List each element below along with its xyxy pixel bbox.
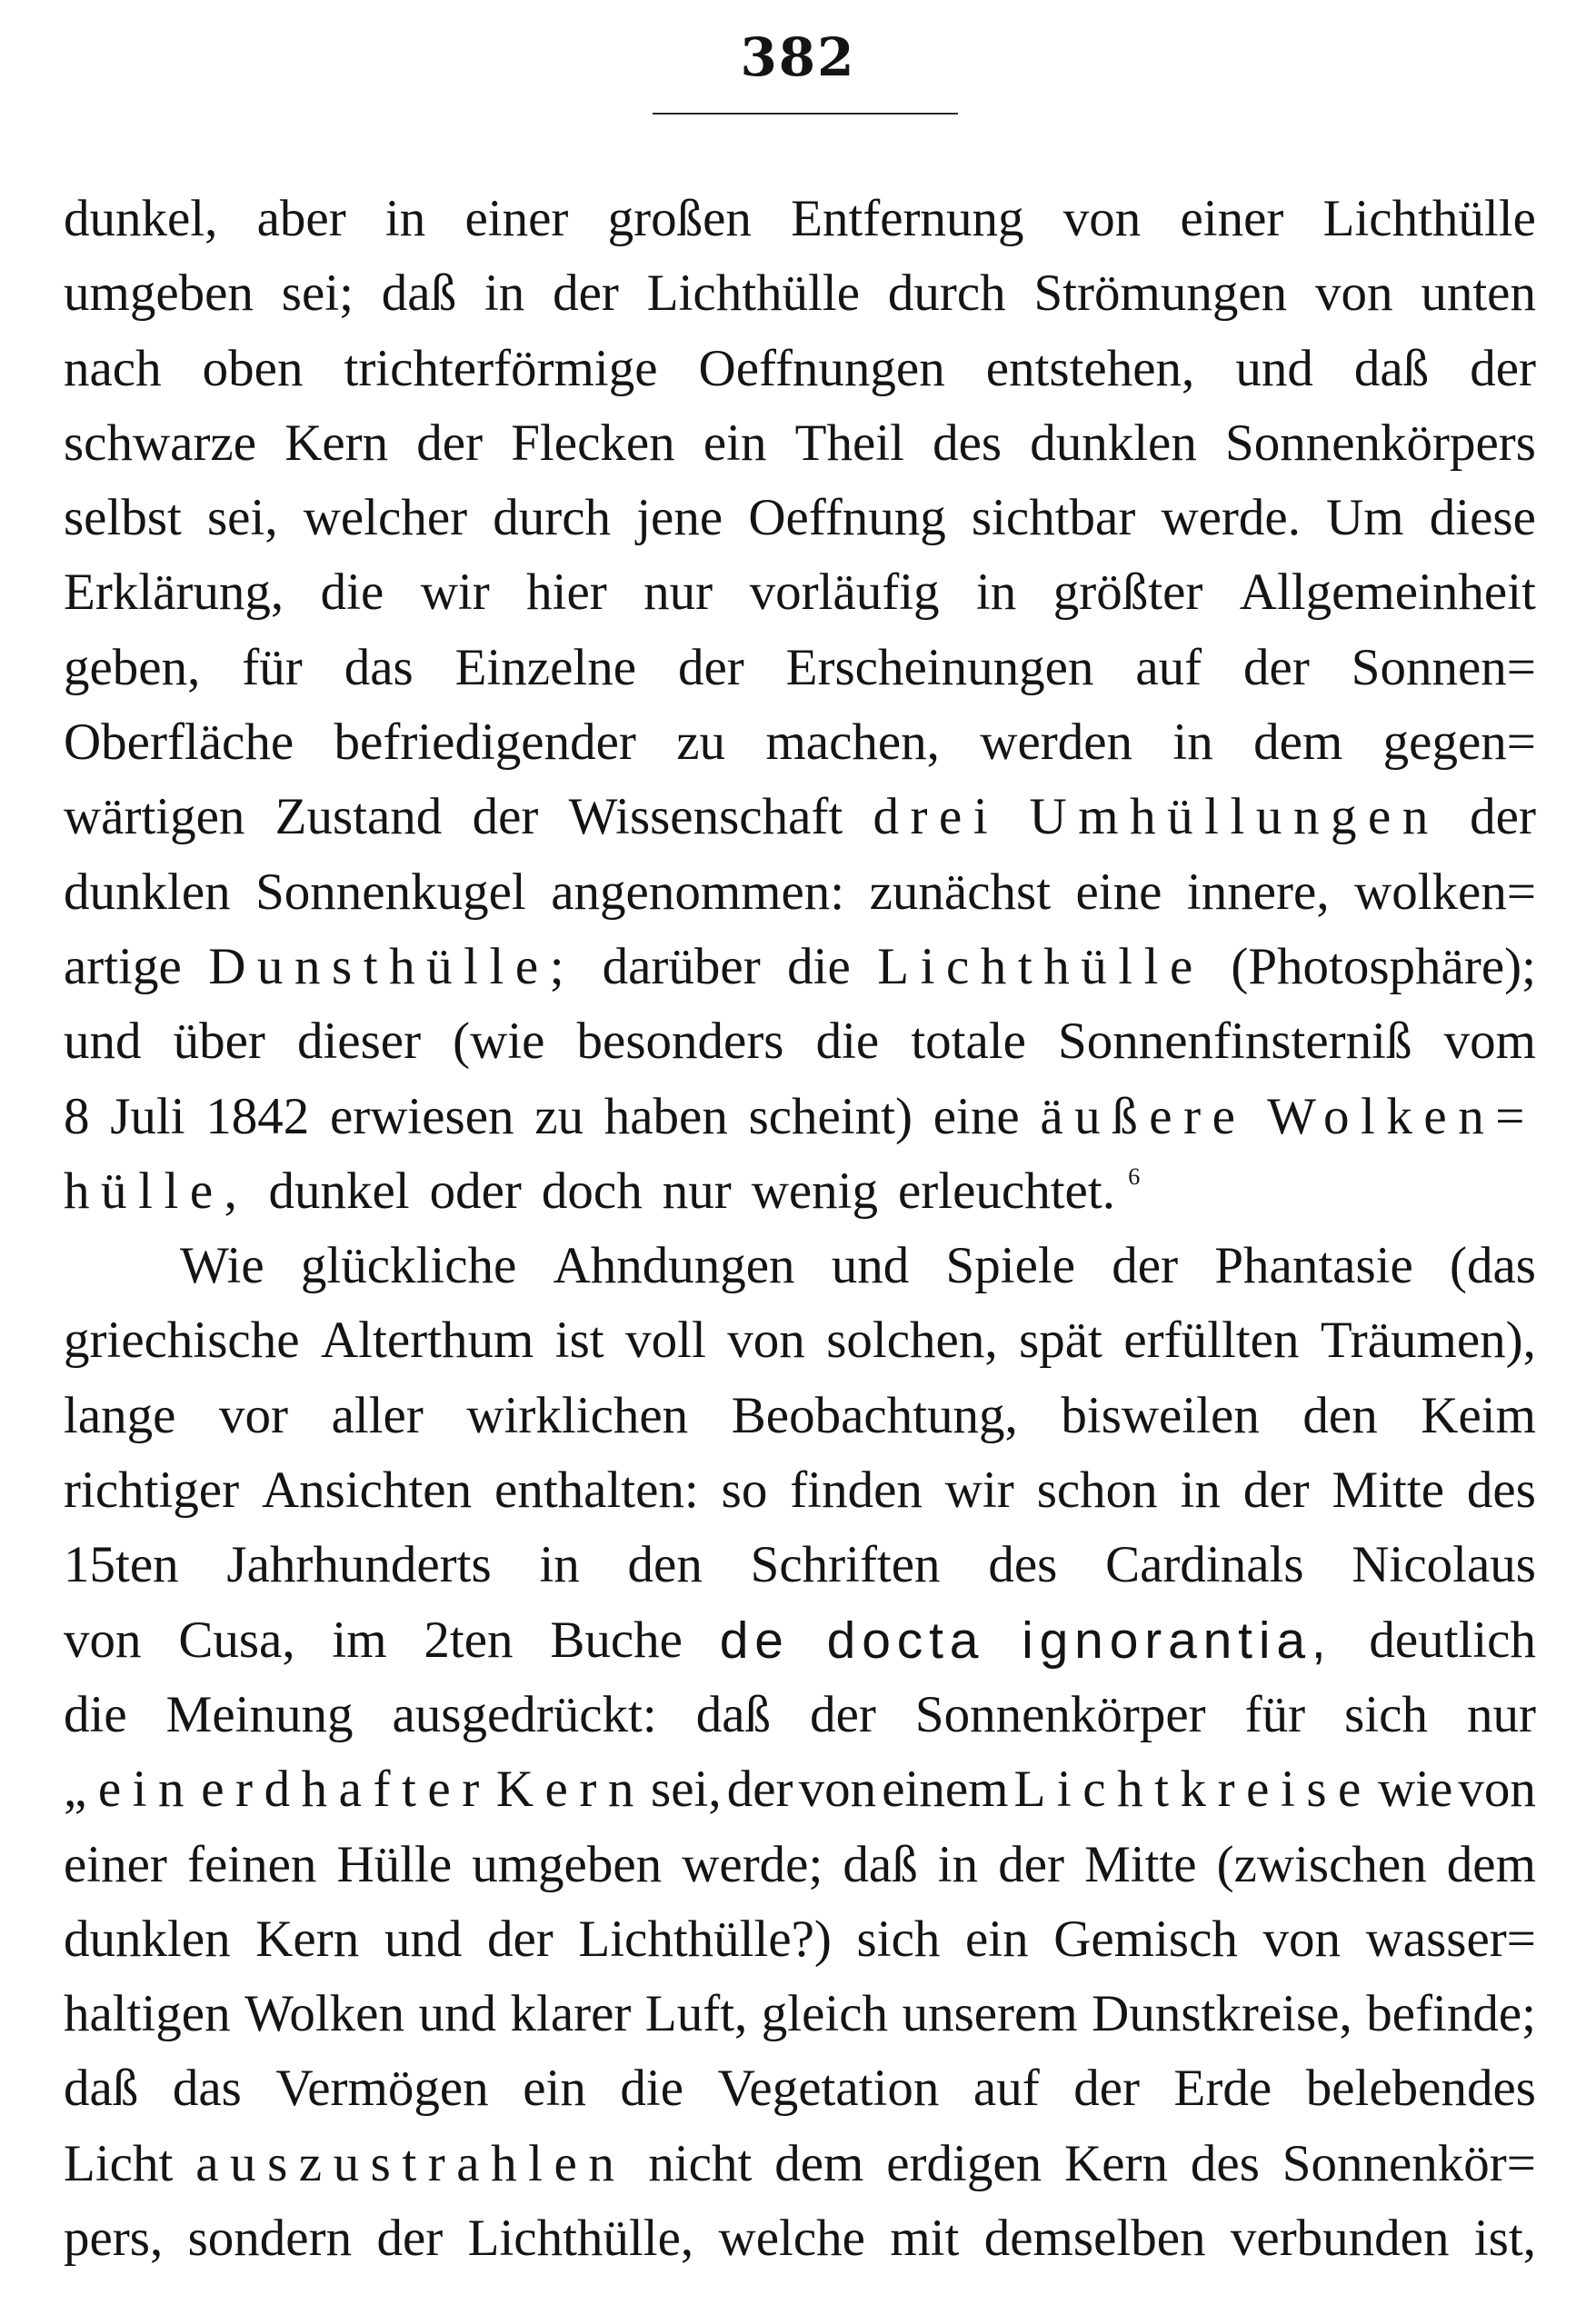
word: nur — [662, 1162, 732, 1220]
word: Lichthülle?) — [578, 1910, 832, 1968]
word: für — [242, 638, 303, 696]
word: unten — [1421, 264, 1536, 323]
word: gleich — [761, 1985, 889, 2043]
word: selbst — [64, 489, 182, 547]
text-line — [64, 1303, 1536, 1378]
word: nur — [643, 564, 713, 622]
word: richtiger — [64, 1462, 240, 1520]
word: zu — [534, 1087, 584, 1145]
word: Lichthülle, — [467, 2210, 694, 2268]
word: welche — [718, 2210, 865, 2268]
word: auszustrahlen — [195, 2134, 626, 2192]
word: mit — [890, 2210, 960, 2268]
word: das — [172, 2060, 242, 2118]
word: in — [1172, 713, 1213, 772]
word: befinde; — [1366, 1985, 1536, 2043]
word: glückliche — [300, 1237, 517, 1295]
word: belebendes — [1305, 2060, 1536, 2118]
word: ist — [554, 1312, 604, 1370]
word: (zwischen — [1216, 1835, 1427, 1893]
text-line — [64, 1977, 1536, 2051]
word: Lichthülle — [646, 264, 861, 323]
word: und — [418, 1985, 496, 2043]
word: (wie — [453, 1013, 545, 1071]
word: größter — [1052, 564, 1203, 622]
word: Zustand — [274, 788, 443, 846]
text-line — [64, 555, 1536, 630]
word: Gemisch — [1053, 1910, 1238, 1968]
word: Dunsthülle; — [208, 937, 576, 995]
body-text — [64, 182, 1536, 2276]
word: Jahrhunderts — [226, 1536, 492, 1594]
word: welcher — [303, 489, 468, 547]
word: äußere — [1040, 1087, 1247, 1145]
word: der — [810, 1685, 876, 1743]
text-line — [64, 332, 1536, 406]
word: dem — [774, 2134, 864, 2192]
word: dunklen — [64, 1910, 231, 1968]
word: dem — [1253, 713, 1343, 772]
word: unserem — [902, 1985, 1078, 2043]
word: wenig — [751, 1162, 878, 1220]
word: bisweilen — [1061, 1386, 1260, 1444]
word: des — [933, 414, 1002, 472]
word: ein — [703, 414, 767, 472]
word: (das — [1450, 1237, 1536, 1295]
word: daß — [381, 264, 457, 323]
word: und — [1235, 339, 1313, 397]
word: Strömungen — [1033, 264, 1288, 323]
word: der — [1073, 2060, 1140, 2118]
word: enthalten: — [494, 1462, 699, 1520]
text-line — [64, 1379, 1536, 1453]
text-line — [64, 1080, 1536, 1154]
word: Juli — [110, 1087, 185, 1145]
text-line — [64, 1004, 1536, 1079]
word: gegen= — [1382, 713, 1536, 772]
word: Alterthum — [321, 1312, 534, 1370]
word: sich — [856, 1910, 941, 1968]
word: lange — [64, 1386, 176, 1444]
word: scheint) — [748, 1087, 913, 1145]
word: auf — [973, 2060, 1040, 2118]
word: von — [64, 1611, 142, 1669]
word: der — [1242, 1462, 1310, 1520]
word: Einzelne — [454, 638, 637, 696]
word: so — [721, 1462, 768, 1520]
word: Oeffnung — [748, 489, 946, 547]
word: einer — [64, 1835, 167, 1893]
word: dem — [1446, 1835, 1536, 1893]
word: werden — [980, 713, 1133, 772]
word: sichtbar — [971, 489, 1136, 547]
text-line — [64, 1229, 1536, 1303]
word: aber — [256, 190, 346, 247]
word: Wolken= — [1267, 1087, 1536, 1145]
word: Sonnenkörpers — [1225, 414, 1536, 472]
word: Kern — [1064, 2134, 1168, 2192]
word: Träumen), — [1320, 1312, 1536, 1370]
text-line — [64, 406, 1536, 481]
word: wie — [1378, 1761, 1453, 1819]
word: erfüllten — [1123, 1312, 1300, 1370]
word: trichterförmige — [344, 339, 658, 397]
word: durch — [493, 489, 612, 547]
word: Dunstkreise, — [1092, 1985, 1352, 2043]
word: von — [1458, 1761, 1536, 1819]
word: ein — [523, 2060, 586, 2118]
footnote-marker: 6 — [1128, 1162, 1141, 1190]
word: und — [831, 1237, 910, 1295]
word: die — [620, 2060, 684, 2118]
word: für — [1244, 1685, 1306, 1743]
word: Mitte — [1084, 1835, 1197, 1893]
word: feinen — [187, 1835, 317, 1893]
word: in — [539, 1536, 580, 1594]
word: wir — [420, 564, 490, 622]
word: der — [553, 264, 619, 323]
word: Beobachtung, — [731, 1386, 1018, 1444]
word: Keim — [1421, 1386, 1536, 1444]
text-line — [64, 780, 1536, 854]
word: von — [798, 1761, 877, 1819]
word: vor — [219, 1386, 288, 1444]
word: Vegetation — [717, 2060, 940, 2118]
text-line — [64, 855, 1536, 930]
word: von — [1314, 264, 1393, 323]
word: der — [416, 414, 484, 472]
word: Mitte — [1332, 1462, 1445, 1520]
word: dunklen — [64, 863, 231, 921]
word: sei; — [281, 264, 354, 323]
word: die — [320, 564, 384, 622]
word: von — [1062, 190, 1142, 247]
word: diese — [1429, 489, 1536, 547]
word: nur — [1466, 1685, 1536, 1743]
word: hülle, — [64, 1162, 249, 1220]
text-line — [64, 1752, 1536, 1827]
word: deutlich — [1369, 1611, 1536, 1669]
word: Flecken — [511, 414, 675, 472]
word: Umhüllungen — [1029, 788, 1440, 846]
word: 15ten — [64, 1536, 179, 1594]
word: Lichthülle — [877, 937, 1204, 995]
word: der — [998, 1835, 1064, 1893]
word: spät — [1019, 1312, 1102, 1370]
header-rule — [653, 113, 958, 115]
word: schwarze — [64, 414, 257, 472]
word: haben — [603, 1087, 728, 1145]
word: Lichtkreise — [1013, 1761, 1372, 1819]
page-number: 382 — [740, 26, 856, 88]
word: zu — [676, 713, 726, 772]
word: Hülle — [336, 1835, 453, 1893]
word: darüber — [602, 937, 761, 995]
word: Erklärung, — [64, 564, 284, 622]
word: besonders — [576, 1013, 784, 1071]
text-line — [64, 1678, 1536, 1752]
word: Spiele — [945, 1237, 1076, 1295]
word: einer — [464, 190, 569, 247]
text-line — [64, 182, 1536, 256]
text-line — [64, 1154, 1536, 1229]
word: totale — [911, 1013, 1026, 1071]
word: sei, — [651, 1761, 722, 1819]
word: eine — [1075, 863, 1162, 921]
word: Buche — [550, 1611, 683, 1669]
word: ignorantia, — [1022, 1611, 1332, 1670]
word: Sonnenkugel — [255, 863, 526, 921]
word: Kern — [495, 1761, 645, 1819]
text-line — [64, 631, 1536, 705]
word: erdhafter — [201, 1761, 491, 1819]
word: Entfernung — [791, 190, 1024, 247]
word: dunkel — [268, 1162, 410, 1220]
word: über — [173, 1013, 265, 1071]
word: erdigen — [886, 2134, 1042, 2192]
word: jene — [636, 489, 723, 547]
word: befriedigender — [334, 713, 636, 772]
word: des — [988, 1536, 1058, 1594]
word: daß — [64, 2060, 139, 2118]
word: daß — [843, 1835, 918, 1893]
word: ist, — [1473, 2210, 1536, 2268]
word: Allgemeinheit — [1239, 564, 1536, 622]
word: der — [1470, 339, 1536, 397]
word: Sonnen= — [1351, 638, 1536, 696]
word: geben, — [64, 638, 201, 696]
word: hier — [526, 564, 607, 622]
word: wir — [944, 1462, 1014, 1520]
text-line — [64, 256, 1536, 331]
word: artige — [64, 937, 182, 995]
word: doch — [541, 1162, 643, 1220]
word: Oberfläche — [64, 713, 294, 772]
word: Licht — [64, 2134, 174, 2192]
word: umgeben — [64, 264, 254, 323]
word: Erscheinungen — [785, 638, 1094, 696]
word: Erde — [1173, 2060, 1272, 2118]
word: wasser= — [1365, 1910, 1536, 1968]
word: machen, — [765, 713, 940, 772]
word: der — [677, 638, 744, 696]
word: Cusa, — [178, 1611, 295, 1669]
word: verbunden — [1230, 2210, 1450, 2268]
word: werde; — [682, 1835, 823, 1893]
word: Sonnenkörper — [914, 1685, 1206, 1743]
word: Theil — [794, 414, 904, 472]
word: einem — [882, 1761, 1009, 1819]
word: solchen, — [826, 1312, 998, 1370]
word: Schriften — [750, 1536, 941, 1594]
word: 8 — [64, 1087, 90, 1145]
word: Kern — [284, 414, 389, 472]
word: die — [64, 1685, 127, 1743]
word: 2ten — [424, 1611, 514, 1669]
word: werde. — [1161, 489, 1301, 547]
text-line — [64, 2127, 1536, 2201]
word: im — [332, 1611, 387, 1669]
word: der — [1112, 1237, 1179, 1295]
word: ausgedrückt: — [392, 1685, 657, 1743]
text-line — [64, 930, 1536, 1004]
text-line — [64, 705, 1536, 780]
word: wärtigen — [64, 788, 245, 846]
word: erleuchtet. $^6$ — [898, 1162, 1141, 1220]
word: finden — [790, 1462, 923, 1520]
word: der — [376, 2210, 444, 2268]
word: nicht — [648, 2134, 753, 2192]
word: und — [384, 1910, 463, 1968]
word: pers, — [64, 2210, 164, 2268]
word: Ahndungen — [553, 1237, 795, 1295]
word: klarer — [510, 1985, 632, 2043]
word: innere, — [1186, 863, 1330, 921]
word: in — [384, 190, 426, 247]
word: des — [1466, 1462, 1536, 1520]
word: drei — [873, 788, 1000, 846]
word: Wie — [180, 1237, 264, 1295]
word: vom — [1443, 1013, 1536, 1071]
word: Vermögen — [275, 2060, 489, 2118]
text-line — [64, 1528, 1536, 1602]
word: ein — [965, 1910, 1029, 1968]
word: dunklen — [1030, 414, 1197, 472]
word: voll — [625, 1312, 706, 1370]
word: durch — [887, 264, 1006, 323]
word: dieser — [296, 1013, 422, 1071]
word: und — [64, 1013, 142, 1071]
word: angenommen: — [551, 863, 845, 921]
word: Cardinals — [1105, 1536, 1304, 1594]
word: docta — [826, 1611, 985, 1670]
word: in — [975, 564, 1017, 622]
word: großen — [607, 190, 752, 247]
word: daß — [695, 1685, 772, 1743]
word: die — [787, 937, 851, 995]
word: aller — [331, 1386, 424, 1444]
word: wolken= — [1354, 863, 1536, 921]
word: Oeffnungen — [698, 339, 945, 397]
word: wirklichen — [466, 1386, 689, 1444]
word: den — [1302, 1386, 1378, 1444]
word: zunächst — [869, 863, 1052, 921]
word: umgeben — [472, 1835, 663, 1893]
word: demselben — [983, 2210, 1206, 2268]
word: daß — [1353, 339, 1430, 397]
word: sondern — [187, 2210, 353, 2268]
word: Kern — [255, 1910, 360, 1968]
word: Phantasie — [1214, 1237, 1413, 1295]
word: Um — [1326, 489, 1404, 547]
word: „ein — [64, 1761, 196, 1819]
word: eine — [933, 1087, 1020, 1145]
word: Sonnenkör= — [1282, 2134, 1536, 2192]
text-line — [64, 2201, 1536, 2276]
word: vorläufig — [749, 564, 940, 622]
text-line — [64, 1828, 1536, 1902]
word: einer — [1180, 190, 1284, 247]
word: entstehen, — [985, 339, 1195, 397]
word: schon — [1036, 1462, 1158, 1520]
word: das — [344, 638, 414, 696]
text-line — [64, 2051, 1536, 2126]
word: von — [727, 1312, 805, 1370]
word: Ansichten — [261, 1462, 473, 1520]
word: von — [1262, 1910, 1342, 1968]
word: de — [719, 1611, 790, 1670]
word: sei, — [207, 489, 278, 547]
word: dunkel, — [64, 190, 218, 247]
word: oben — [202, 339, 304, 397]
text-line — [64, 1453, 1536, 1528]
word: 1842 — [205, 1087, 310, 1145]
word: der — [1470, 788, 1536, 846]
word: in — [484, 264, 525, 323]
word: auf — [1135, 638, 1202, 696]
word: erwiesen — [329, 1087, 514, 1145]
word: der — [472, 788, 539, 846]
word: haltigen — [64, 1985, 231, 2043]
word: oder — [429, 1162, 522, 1220]
word: der — [486, 1910, 554, 1968]
word: in — [1180, 1462, 1221, 1520]
word: Nicolaus — [1352, 1536, 1536, 1594]
word: sich — [1344, 1685, 1428, 1743]
word: der — [1243, 638, 1310, 696]
text-line — [64, 1902, 1536, 1977]
word: Sonnenfinsterniß — [1058, 1013, 1412, 1071]
word: Wissenschaft — [568, 788, 843, 846]
text-line — [64, 1603, 1536, 1678]
word: Luft, — [644, 1985, 748, 2043]
word: den — [627, 1536, 703, 1594]
word: in — [937, 1835, 979, 1893]
word: (Photosphäre); — [1231, 937, 1536, 995]
word: des — [1190, 2134, 1260, 2192]
word: Meinung — [165, 1685, 354, 1743]
text-line — [64, 481, 1536, 555]
word: die — [815, 1013, 880, 1071]
word: nach — [64, 339, 162, 397]
word: Wolken — [244, 1985, 404, 2043]
word: der — [726, 1761, 793, 1819]
word: griechische — [64, 1312, 300, 1370]
word: Lichthülle — [1322, 190, 1536, 247]
